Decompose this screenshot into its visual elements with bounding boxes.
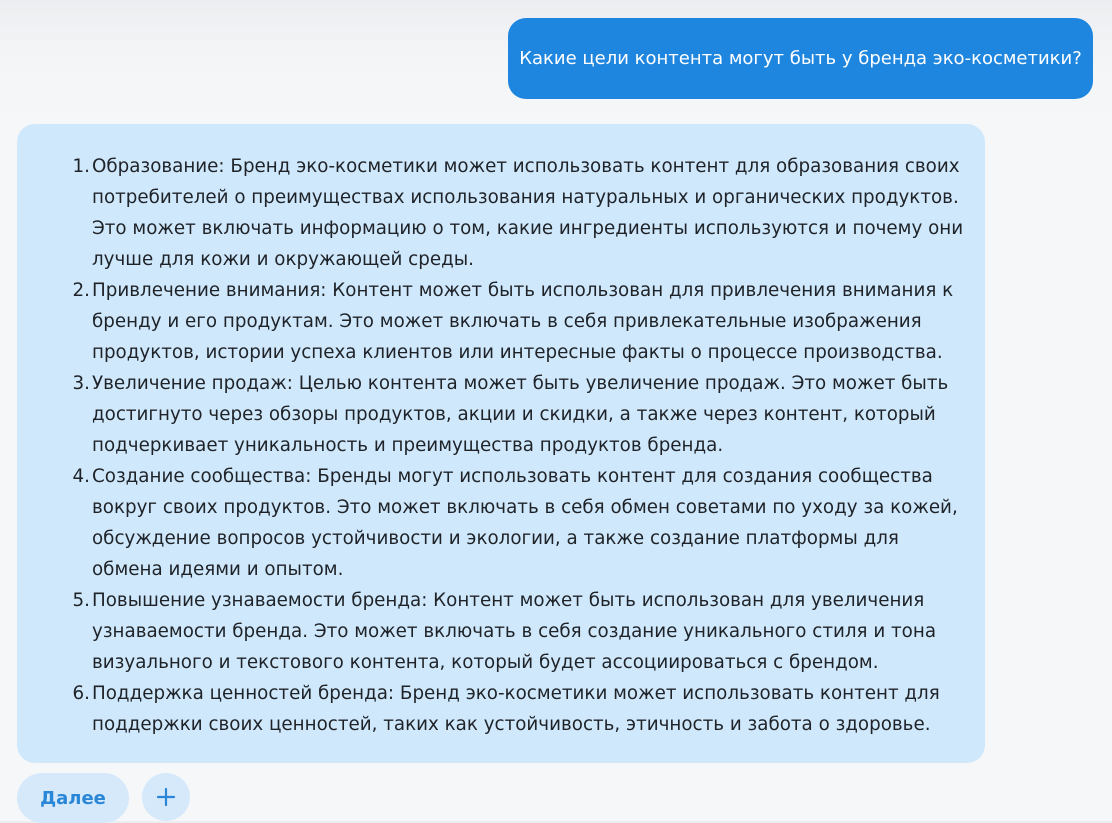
action-row — [17, 773, 190, 823]
next-button[interactable]: Далее — [17, 773, 129, 823]
list-item — [72, 461, 965, 585]
list-item-number: 5. — [72, 590, 90, 611]
list-item-text: Создание сообщества: Бренды могут использовать контент для создания сообщества вокруг своих продуктов. Это может включать в себя обмен советами по уходу за кожей, обсуждение вопросов устойчивости и экологии, а также создание платформы для обмена идеями и опытом. — [92, 466, 958, 580]
list-item-number: 3. — [72, 373, 90, 394]
list-item — [72, 151, 965, 275]
answer-list — [17, 151, 965, 740]
list-item-text: Привлечение внимания: Контент может быть использован для привлечения внимания к бренду и его продуктам. Это может включать в себя привлекательные изображения продуктов, истории успеха клиентов или интересные факты о процессе производства. — [92, 280, 954, 363]
user-message-text: Какие цели контента могут быть у бренда эко-косметики? — [519, 48, 1082, 69]
list-item-number: 6. — [72, 683, 90, 704]
user-message-bubble — [508, 18, 1093, 99]
list-item-number: 4. — [72, 466, 90, 487]
list-item — [72, 678, 965, 740]
list-item — [72, 275, 965, 368]
list-item-text: Поддержка ценностей бренда: Бренд эко-косметики может использовать контент для поддержки своих ценностей, таких как устойчивость, этичность и забота о здоровье. — [92, 683, 940, 735]
list-item-text: Повышение узнаваемости бренда: Контент может быть использован для увеличения узнаваемости бренда. Это может включать в себя создание уникального стиля и тона визуального и текстового контента, который будет ассоциироваться с брендом. — [92, 590, 937, 673]
list-item — [72, 368, 965, 461]
plus-icon — [156, 787, 176, 807]
list-item-number: 2. — [72, 280, 90, 301]
list-item-text: Образование: Бренд эко-косметики может использовать контент для образования своих потребителей о преимуществах использования натуральных и органических продуктов. Это может включать информацию о том, какие ингредиенты используются и почему они лучше для кожи и окружающей среды. — [92, 156, 964, 270]
list-item-text: Увеличение продаж: Целью контента может быть увеличение продаж. Это может быть достигнуто через обзоры продуктов, акции и скидки, а также через контент, который подчеркивает уникальность и преимущества продуктов бренда. — [92, 373, 949, 456]
list-item — [72, 585, 965, 678]
assistant-message-bubble — [17, 124, 985, 763]
add-button[interactable] — [142, 773, 190, 821]
list-item-number: 1. — [72, 156, 90, 177]
